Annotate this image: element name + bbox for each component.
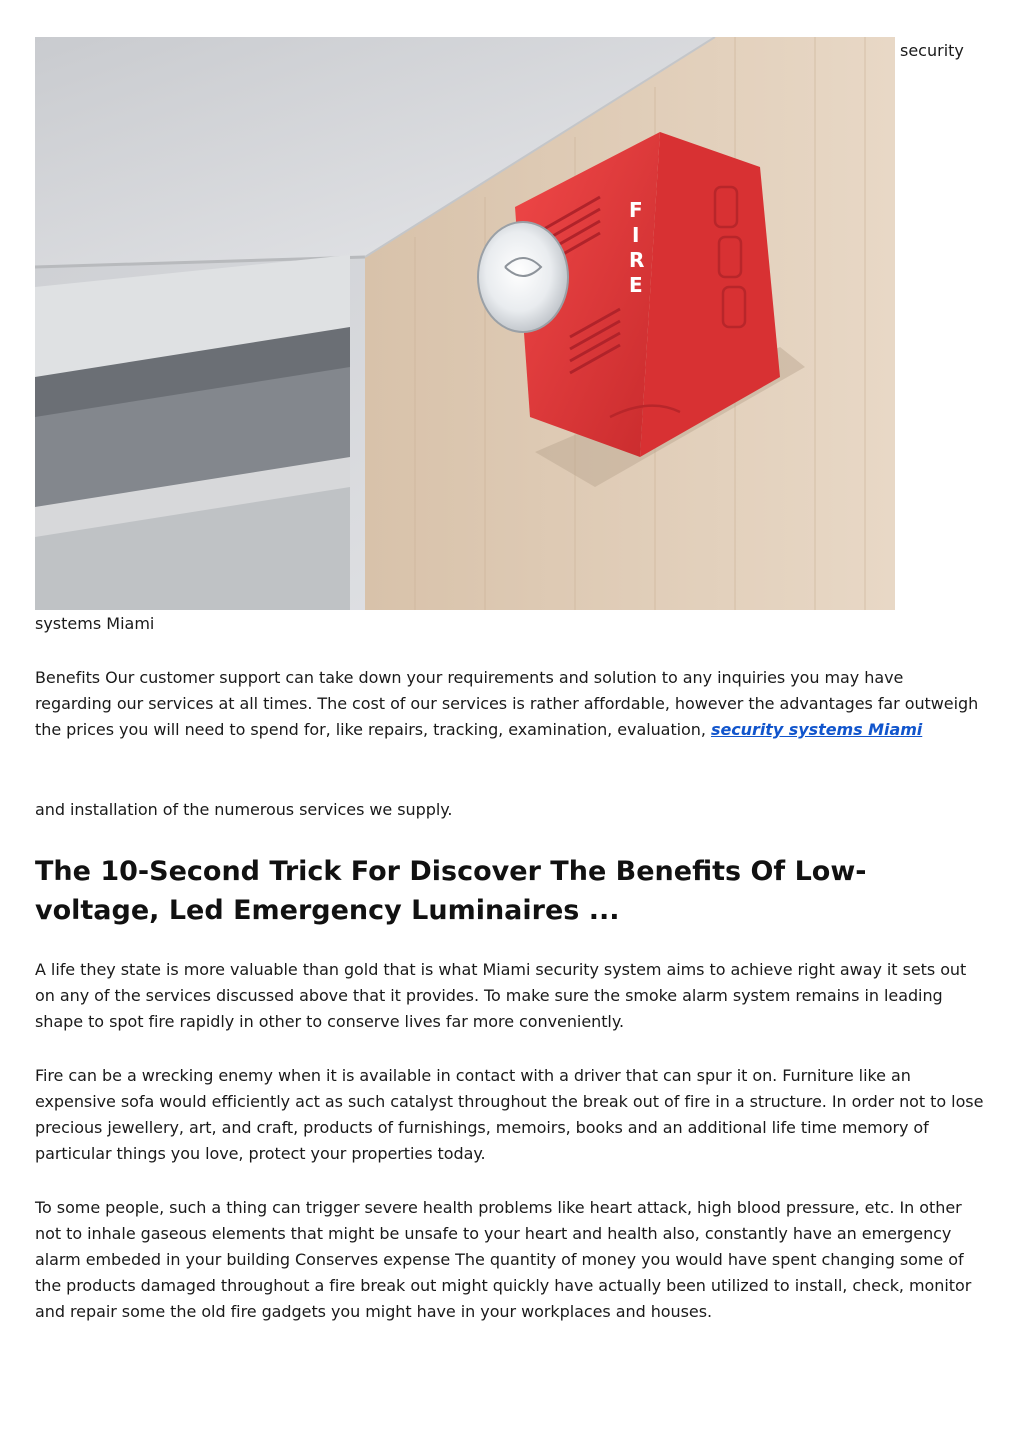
section-heading: The 10-Second Trick For Discover The Benefits Of Low-voltage, Led Emergency Luminaires ... xyxy=(35,856,867,926)
paragraph-fire-enemy: Fire can be a wrecking enemy when it is available in contact with a driver that can spur it on. Furniture like an expensive sofa would efficiently act as such catalyst throughout the break out of fire in a structure. In order not to lose precious jewellery, art, and craft, products of furnishings, memoirs, books and an additional life time memory of particular things you love, protect your properties today. xyxy=(35,1066,984,1163)
security-systems-miami-link[interactable]: security systems Miami xyxy=(710,720,923,739)
svg-text:R: R xyxy=(629,248,645,272)
fire-alarm-icon xyxy=(35,37,895,610)
svg-text:E: E xyxy=(629,273,643,297)
intro-float-word: security xyxy=(900,41,964,60)
image-caption: systems Miami xyxy=(35,614,155,633)
fire-label-f: F xyxy=(629,198,643,222)
paragraph-health: To some people, such a thing can trigger severe health problems like heart attack, high blood pressure, etc. In other not to inhale gaseous elements that might be unsafe to your heart and health also, constantly have an emergency alarm embeded in your building Conserves expense The quantity of money you would have spent changing some of the products damaged throughout a fire break out might quickly have actually been utilized to install, check, monitor and repair some the old fire gadgets you might have in your workplaces and houses. xyxy=(35,1198,972,1321)
hero-image xyxy=(35,37,895,610)
paragraph-benefits xyxy=(35,665,985,743)
svg-text:I: I xyxy=(632,223,640,247)
paragraph-installation: and installation of the numerous services we supply. xyxy=(35,800,453,819)
paragraph-benefits-text: Benefits Our customer support can take down your requirements and solution to any inquiries you may have regarding our services at all times. The cost of our services is rather affordable, however the advantages far outweigh the prices you will need to spend for, like repairs, tracking, examination, evaluation, xyxy=(35,668,979,739)
paragraph-life: A life they state is more valuable than gold that is what Miami security system aims to achieve right away it sets out on any of the services discussed above that it provides. To make sure the smoke alarm system remains in leading shape to spot fire rapidly in other to conserve lives far more conveniently. xyxy=(35,960,967,1031)
